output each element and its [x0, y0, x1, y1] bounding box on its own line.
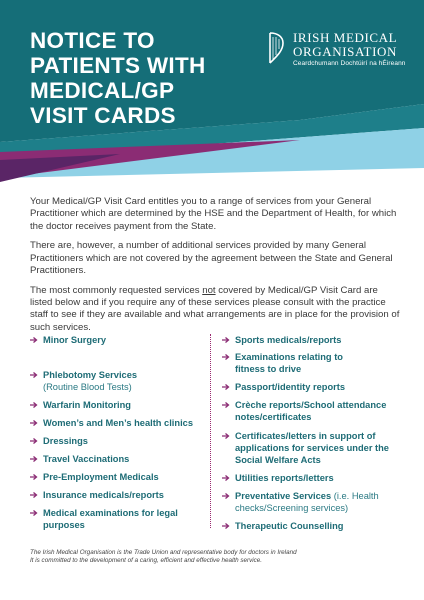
service-label: Medical examinations for legal purposes: [43, 508, 178, 531]
intro-p3-underlined: not: [202, 284, 216, 296]
harp-icon: [266, 31, 286, 65]
service-label: Pre-Employment Medicals: [43, 472, 159, 482]
arrow-right-icon: [222, 430, 230, 442]
list-item: [222, 430, 402, 467]
arrow-right-icon: [30, 435, 38, 447]
service-label: Warfarin Monitoring: [43, 400, 131, 410]
arrow-right-icon: [30, 399, 38, 411]
intro-p3-after: covered by Medical/GP Visit Card are listed below and if you require any of these services please consult with the practice staff to see if they are available and what arrangements are in place for the provision of such services.: [30, 284, 400, 333]
arrow-right-icon: [30, 471, 38, 483]
arrow-right-icon: [222, 490, 230, 502]
footer-note: [30, 549, 410, 565]
intro-p3-before: The most commonly requested services: [30, 284, 203, 296]
service-label: Travel Vaccinations: [43, 454, 130, 464]
service-label: Preventative Services: [235, 491, 332, 501]
service-label: Passport/identity reports: [235, 382, 346, 392]
list-item: [30, 453, 220, 465]
column-divider: [210, 334, 211, 528]
arrow-right-icon: [222, 334, 230, 346]
imo-logo: [266, 28, 416, 73]
arrow-right-icon: [222, 399, 230, 411]
service-label: Certificates/letters in support of applications for services under the Social Welfare Acts: [235, 431, 389, 466]
list-item: [222, 472, 412, 484]
service-label: Crèche reports/School attendance notes/certificates: [235, 400, 387, 423]
arrow-right-icon: [30, 334, 38, 346]
list-item: [222, 520, 412, 532]
arrow-right-icon: [30, 489, 38, 501]
arrow-right-icon: [222, 351, 230, 363]
service-label-with-note: [235, 490, 392, 514]
service-label: Sports medicals/reports: [235, 335, 342, 345]
list-item: [222, 334, 412, 346]
header-banner: [0, 0, 424, 192]
page-title: [30, 28, 250, 128]
title-line-1: NOTICE TO: [30, 28, 155, 53]
title-line-2: PATIENTS WITH: [30, 53, 206, 78]
arrow-right-icon: [30, 369, 38, 381]
intro-paragraph-1: Your Medical/GP Visit Card entitles you to a range of services from your General Practitioner which are determined by the HSE and the Department of Health, for which the doctor receives payment from the State.: [30, 196, 397, 232]
title-line-4: VISIT CARDS: [30, 103, 176, 128]
list-item: [222, 399, 402, 423]
service-label: Examinations relating to fitness to drive: [235, 352, 343, 375]
arrow-right-icon: [222, 520, 230, 532]
list-item: [222, 381, 412, 393]
intro-text: [30, 196, 402, 341]
service-label: Women’s and Men’s health clinics: [43, 418, 193, 428]
list-item: [30, 417, 220, 429]
logo-text-irish: Ceardchumann Dochtúirí na hÉireann: [293, 60, 406, 67]
arrow-right-icon: [30, 507, 38, 519]
arrow-right-icon: [30, 453, 38, 465]
service-label: Dressings: [43, 436, 88, 446]
service-label: Phlebotomy Services: [43, 370, 138, 380]
service-label: Utilities reports/letters: [235, 473, 334, 483]
service-label: Minor Surgery: [43, 335, 107, 345]
logo-text-line1: IRISH MEDICAL: [293, 30, 398, 45]
list-item: [222, 351, 362, 375]
service-note: (Routine Blood Tests): [43, 382, 132, 393]
intro-paragraph-2: There are, however, a number of additional services provided by many General Practitioners which are not covered by the agreement between the State and General Practitioners.: [30, 240, 393, 276]
service-label: Therapeutic Counselling: [235, 521, 344, 531]
logo-text-line2: ORGANISATION: [293, 44, 397, 59]
footer-line-1: The Irish Medical Organisation is the Trade Union and representative body for doctors in Ireland: [30, 549, 297, 556]
list-item: [30, 399, 220, 411]
arrow-right-icon: [222, 381, 230, 393]
footer-line-2: It is committed to the development of a caring, efficient and effective health service.: [30, 557, 263, 565]
list-item: [30, 507, 195, 531]
service-label: Insurance medicals/reports: [43, 490, 164, 500]
list-item: [30, 334, 220, 346]
arrow-right-icon: [30, 417, 38, 429]
list-item: [30, 489, 220, 501]
list-item: [30, 435, 220, 447]
list-item: [30, 369, 220, 393]
title-line-3: MEDICAL/GP: [30, 78, 175, 103]
intro-paragraph-3: [30, 285, 402, 334]
list-item: [30, 471, 220, 483]
service-note: (i.e. Health checks/Screening services): [235, 491, 379, 514]
arrow-right-icon: [222, 472, 230, 484]
list-item: [222, 490, 392, 514]
